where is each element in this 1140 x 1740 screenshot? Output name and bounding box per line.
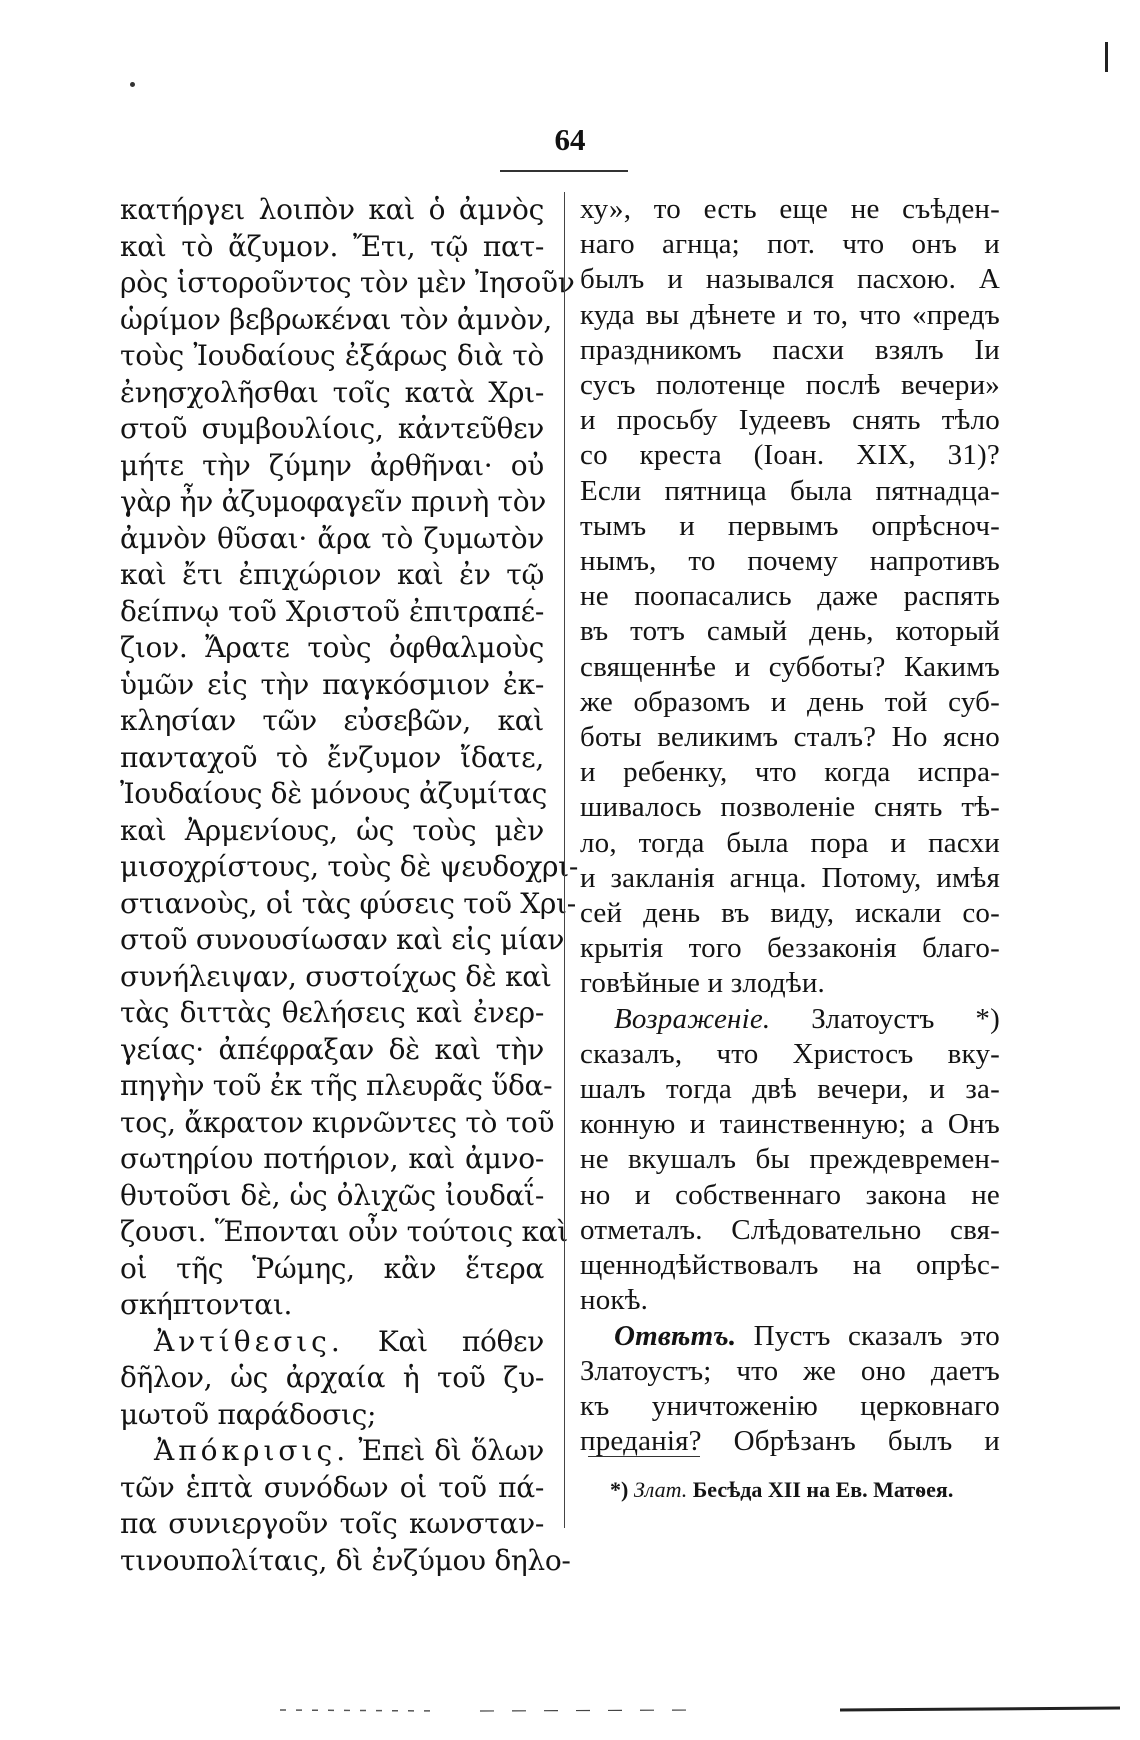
greek-line: ὡρίμον βεβρωκέναι τὸν ἀμνὸν, bbox=[120, 302, 553, 336]
russian-line: и закланія агнца. Потому, имѣя bbox=[580, 861, 1000, 894]
greek-line: στοῦ συνουσίωσαν καὶ εἰς μίαν bbox=[120, 923, 565, 956]
russian-line: но и собственнаго закона не bbox=[580, 1178, 1000, 1211]
answer-first-text: Пустъ сказалъ это bbox=[753, 1319, 1000, 1352]
greek-line: οἱ τῆς Ῥώμης, κἂν ἕτερα bbox=[120, 1251, 544, 1285]
apokrisis-first-line bbox=[120, 1433, 544, 1470]
greek-line: σωτηρίου ποτήριον, καὶ ἀμνο- bbox=[120, 1142, 544, 1175]
greek-line: πανταχοῦ τὸ ἔνζυμον ἴδατε, bbox=[120, 740, 544, 774]
greek-line: ρὸς ἱστοροῦντος τὸν μὲν Ἰησοῦν bbox=[120, 266, 575, 299]
russian-line: Златоустъ; что же оно даетъ bbox=[580, 1354, 1000, 1387]
greek-line: ζουσι. Ἕπονται οὖν τούτοις καὶ bbox=[120, 1215, 568, 1248]
greek-line: δῆλον, ὡς ἀρχαία ἡ τοῦ ζυ- bbox=[120, 1361, 544, 1394]
russian-main-text bbox=[580, 192, 1000, 1002]
russian-line: въ тотъ самый день, который bbox=[580, 615, 1000, 648]
greek-line: καὶ ἔτι ἐπιχώριον καὶ ἐν τῷ bbox=[120, 558, 544, 591]
russian-line: преданія? Обрѣзанъ былъ и bbox=[580, 1425, 1000, 1458]
greek-line: κλησίαν τῶν εὐσεβῶν, καὶ bbox=[120, 704, 544, 737]
greek-line: Ἰουδαίους δὲ μόνους ἀζυμίτας bbox=[120, 777, 547, 810]
greek-line: μήτε τὴν ζύμην ἀρθῆναι· οὐ bbox=[120, 448, 544, 482]
answer-paragraph bbox=[580, 1319, 1000, 1460]
russian-line: наго агнца; пот. что онъ и bbox=[580, 228, 1000, 261]
russian-line: тымъ и первымъ опрѣсноч- bbox=[580, 509, 1000, 542]
russian-column bbox=[580, 192, 1000, 1459]
russian-line: крытія того беззаконія благо- bbox=[580, 932, 1000, 965]
russian-line: щеннодѣйствовалъ на опрѣс- bbox=[580, 1249, 1000, 1282]
greek-line: συνήλειψαν, συστοίχως δὲ καὶ bbox=[120, 959, 552, 993]
russian-line: ху», то есть еще не съѣден- bbox=[580, 193, 1000, 225]
russian-line: говѣйные и злодѣи. bbox=[580, 967, 825, 1000]
greek-line: κατήργει λοιπὸν καὶ ὁ ἀμνὸς bbox=[120, 193, 544, 226]
footnote-text: Бесѣда XII на Ев. Матѳея. bbox=[692, 1477, 954, 1502]
header-rule bbox=[500, 170, 628, 172]
greek-line: τὰς διττὰς θελήσεις καὶ ἐνερ- bbox=[120, 996, 544, 1029]
footnote bbox=[610, 1477, 1010, 1503]
objection-first-line bbox=[580, 1002, 1000, 1037]
greek-line: τινουπολίταις, δὶ ἐνζύμου δηλο- bbox=[120, 1543, 571, 1577]
greek-line: πηγὴν τοῦ ἐκ τῆς πλευρᾶς ὕδα- bbox=[120, 1069, 553, 1102]
greek-main-text bbox=[120, 192, 579, 1324]
greek-line: μωτοῦ παράδοσις; bbox=[120, 1397, 377, 1431]
footnote-rule bbox=[588, 1456, 700, 1457]
greek-line: γείας· ἀπέφραξαν δὲ καὶ τὴν bbox=[120, 1032, 544, 1066]
russian-line: шалъ тогда двѣ вечери, и за- bbox=[580, 1073, 1000, 1106]
russian-line: къ уничтоженію церковнаго bbox=[580, 1389, 1000, 1422]
greek-line: μισοχρίστους, τοὺς δὲ ψευδοχρι- bbox=[120, 850, 579, 883]
greek-line: δείπνῳ τοῦ Χριστοῦ ἐπιτραπέ- bbox=[120, 594, 544, 628]
russian-line: былъ и назывался пасхою. А bbox=[580, 263, 1000, 296]
column-divider bbox=[564, 192, 565, 1528]
apokrisis-paragraph bbox=[120, 1433, 571, 1579]
russian-line: нокѣ. bbox=[580, 1284, 649, 1317]
russian-line: сусъ полотенце послѣ вечери» bbox=[580, 369, 1000, 402]
greek-line: πα συνιεργοῦν τοῖς κωνσταν- bbox=[120, 1507, 544, 1540]
answer-first-line bbox=[580, 1319, 1000, 1354]
apokrisis-label: Ἀπόκρισις. bbox=[154, 1434, 350, 1467]
russian-line: шивалось позволеніе снять тѣ- bbox=[580, 791, 1000, 824]
footnote-mark: *) bbox=[610, 1477, 629, 1502]
greek-line: τῶν ἑπτὰ συνόδων οἱ τοῦ πά- bbox=[120, 1470, 544, 1504]
greek-line: ἀμνὸν θῦσαι· ἄρα τὸ ζυμωτὸν bbox=[120, 521, 544, 555]
answer-label: Отвѣтъ. bbox=[614, 1319, 737, 1352]
russian-line: и ребенку, что когда испра- bbox=[580, 756, 1000, 789]
greek-line: ζιον. Ἄρατε τοὺς ὀφθαλμοὺς bbox=[120, 631, 544, 664]
russian-line: отметалъ. Слѣдовательно свя- bbox=[580, 1213, 1000, 1246]
greek-line: τοὺς Ἰουδαίους ἐξάρως διὰ τὸ bbox=[120, 339, 544, 372]
russian-line: праздникомъ пасхи взялъ Іи bbox=[580, 333, 1000, 366]
russian-line: Если пятница была пятнадца- bbox=[580, 474, 1000, 507]
footnote-source: Злат. bbox=[633, 1477, 688, 1502]
greek-line: στοῦ συμβουλίοις, κἀντεῦθεν bbox=[120, 412, 544, 445]
greek-column bbox=[120, 192, 579, 1579]
russian-line: конную и таинственную; а Онъ bbox=[580, 1108, 1000, 1141]
page-number: 64 bbox=[554, 122, 586, 157]
objection-label: Возраженіе. bbox=[614, 1002, 771, 1035]
greek-line: καὶ τὸ ἄζυμον. Ἔτι, τῷ πατ- bbox=[120, 229, 544, 263]
antithesis-first-text: Καὶ πόθεν bbox=[377, 1324, 544, 1358]
objection-first-text: Златоустъ *) bbox=[811, 1002, 1000, 1035]
antithesis-first-line bbox=[120, 1324, 544, 1361]
russian-line: со креста (Іоан. XIX, 31)? bbox=[580, 439, 1000, 472]
greek-line: γὰρ ἦν ἀζυμοφαγεῖν πρινὴ τὸν bbox=[120, 485, 547, 518]
russian-line: не поопасались даже распять bbox=[580, 580, 1000, 613]
greek-line: τος, ἄκρατον κιρνῶντες τὸ τοῦ bbox=[120, 1105, 555, 1139]
antithesis-label: Ἀντίθεσις. bbox=[154, 1324, 344, 1358]
russian-line: священнѣе и субботы? Какимъ bbox=[580, 650, 1000, 683]
russian-line: же образомъ и день той суб- bbox=[580, 685, 1000, 718]
greek-line: ἐνησχολῆσθαι τοῖς κατὰ Χρι- bbox=[120, 375, 544, 409]
russian-line: нымъ, то почему напротивъ bbox=[580, 545, 1000, 578]
greek-line: καὶ Ἀρμενίους, ὡς τοὺς μὲν bbox=[120, 813, 544, 847]
russian-line: сей день въ виду, искали со- bbox=[580, 897, 1000, 930]
antithesis-paragraph bbox=[120, 1324, 544, 1434]
russian-line: не вкушалъ бы преждевремен- bbox=[580, 1143, 1000, 1176]
greek-line: σκήπτονται. bbox=[120, 1288, 293, 1321]
scan-mark-top bbox=[1105, 42, 1108, 72]
greek-line: στιανοὺς, οἱ τὰς φύσεις τοῦ Χρι- bbox=[120, 886, 576, 920]
greek-line: ὑμῶν εἰς τὴν παγκόσμιον ἐκ- bbox=[120, 667, 544, 701]
scan-dot bbox=[130, 82, 135, 87]
russian-line: куда вы дѣнете и то, что «предъ bbox=[580, 298, 1000, 331]
greek-line: θυτοῦσι δὲ, ὡς ὀλιχῶς ἰουδαΐ- bbox=[120, 1178, 544, 1212]
objection-paragraph bbox=[580, 1002, 1000, 1319]
scan-artifact-bottom bbox=[280, 1705, 1120, 1713]
russian-line: и просьбу Іудеевъ снять тѣло bbox=[580, 404, 1000, 437]
apokrisis-first-text: Ἐπεὶ δὶ ὅλων bbox=[358, 1434, 544, 1467]
russian-line: сказалъ, что Христосъ вку- bbox=[580, 1037, 1000, 1070]
russian-line: боты великимъ сталъ? Но ясно bbox=[580, 721, 1000, 754]
russian-line: ло, тогда была пора и пасхи bbox=[580, 826, 1000, 859]
